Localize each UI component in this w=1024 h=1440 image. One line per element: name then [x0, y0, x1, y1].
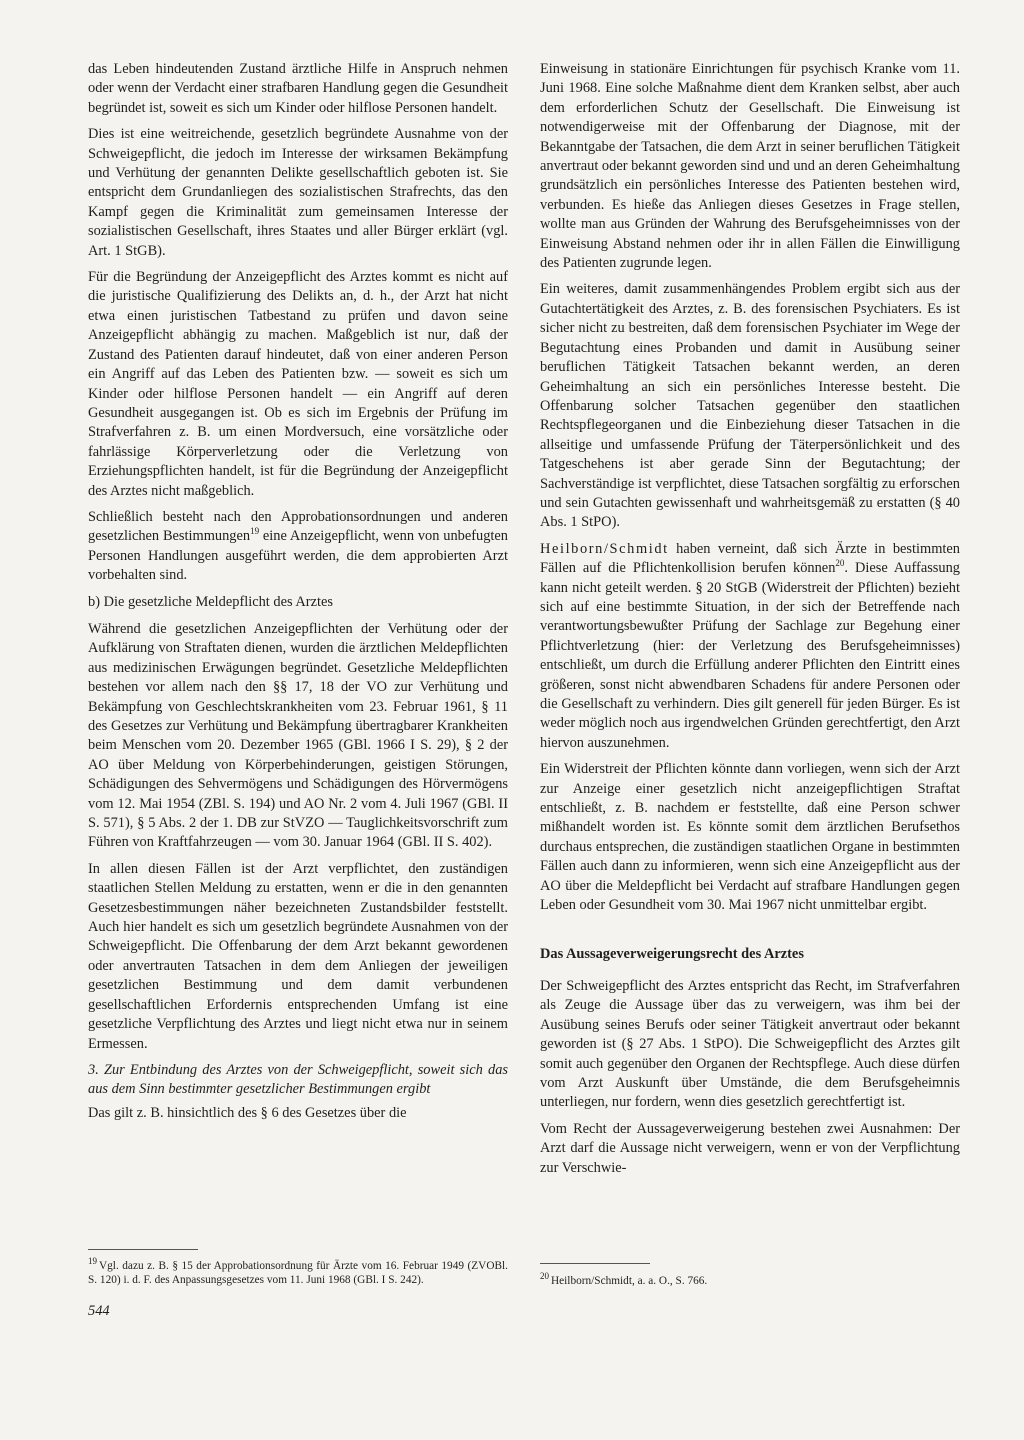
- paragraph: Der Schweigepflicht des Arztes entspricht das Recht, im Strafverfahren als Zeuge die Aussage über das zu verweigern, was ihm bei der Ausübung seines Berufs oder seiner Tätigkeit anvertraut oder bekannt geworden ist (§ 27 Abs. 1 StPO). Die Schweigepflicht des Arztes gilt somit auch gegenüber den Organen der Rechtspflege. Auch diese dürfen vom Arzt Auskunft über Umstände, die dem Berufsgeheimnis unterliegen, nur fordern, wenn dies gesetzlich gerechtfertigt ist.: [540, 977, 960, 1111]
- section-heading: Das Aussageverweigerungsrecht des Arztes: [540, 946, 804, 963]
- section-heading-3: 3. Zur Entbindung des Arztes von der Schweigepflicht, soweit sich das aus dem Sinn bestimmter gesetzlicher Bestimmungen ergibt: [88, 1061, 508, 1098]
- paragraph: [540, 540, 960, 753]
- paragraph: Einweisung in stationäre Einrichtungen für psychisch Kranke vom 11. Juni 1968. Eine solche Maßnahme dient dem Kranken selbst, aber auch dem erforderlichen Schutz der Gesellschaft. Die Einweisung ist notwendigerweise mit der Offenbarung der Diagnose, mit der Bekanntgabe der Tatsachen, die dem Arzt in seiner beruflichen Tätigkeit anvertraut oder bekannt geworden sind und und an deren Geheimhaltung grundsätzlich ein persönliches Interesse des Patienten bestehen wird, verbunden. Es hieße das Anliegen dieses Gesetzes in Frage stellen, wollte man aus Gründen der Wahrung des Berufsgeheimnisses von der Einweisung Abstand nehmen oder ihr in allen Fällen die Einwilligung des Patienten zugrunde legen.: [540, 61, 960, 272]
- footnote-20: [540, 1269, 960, 1288]
- paragraph: Ein Widerstreit der Pflichten könnte dann vorliegen, wenn sich der Arzt zur Anzeige einer gesetzlich nicht anzeigepflichtigen Straftat entschließt, z. B. nachdem er feststellte, daß eine Person schwer mißhandelt worden ist. Es könnte somit dem ärztlichen Berufsethos durchaus entsprechen, die zuständigen staatlichen Organe in bestimmten Fällen auch dann zu informieren, wenn sich eine Anzeigepflicht aus der AO über die Meldepflicht bei Verdacht auf strafbare Handlungen gegen Leben oder Gesundheit vom 30. Mai 1967 nicht unmittelbar ergibt.: [540, 761, 960, 914]
- text-run: haben verneint, daß sich Ärzte in bestimmten Fällen auf die Pflichtenkollision berufen können: [540, 540, 960, 577]
- section-subheading: b) Die gesetzliche Meldepflicht des Arztes: [88, 593, 333, 610]
- text-run: eine Anzeigepflicht, wenn von unbefugten Personen Handlungen ausgeführt werden, die dem approbierten Arzt vorbehalten sind.: [88, 528, 508, 584]
- footnote-19: [88, 1254, 508, 1288]
- text-run: . Diese Auffassung kann nicht geteilt werden. § 20 StGB (Widerstreit der Pflichten) bezieht sich auf eine bestimmte Situation, in der sich der Betreffende nach verantwortungsbewußter Prüfung der Sachlage zur Begehung einer Pflichtverletzung (hier: der Verletzung des Berufsgeheimnisses) entschließt, um durch die Erfüllung anderer Pflichten den Eintritt eines größeren, sonst nicht abwendbaren Schadens für andere Personen oder die Gesellschaft zu verhindern. Dies gilt generell für jeden Bürger. Es ist weder möglich noch aus irgendwelchen Gründen gerechtfertigt, den Arzt hiervon auszunehmen.: [540, 560, 960, 751]
- footnote-rule: [540, 1263, 650, 1264]
- footnote-rule: [88, 1249, 198, 1250]
- text-run: Schließlich besteht nach den Approbationsordnungen und anderen gesetzlichen Bestimmungen: [88, 508, 508, 545]
- paragraph: Während die gesetzlichen Anzeigepflichten der Verhütung oder der Aufklärung von Straftaten dienen, wurden die ärztlichen Meldepflichten aus medizinischen Erwägungen begründet. Gesetzliche Meldepflichten bestehen vor allem nach den §§ 17, 18 der VO zur Verhütung und Bekämpfung von Geschlechtskrankheiten vom 23. Februar 1961, § 11 des Gesetzes zur Verhütung und Bekämpfung übertragbarer Krankheiten beim Menschen vom 20. Dezember 1965 (GBl. 1966 I S. 29), § 2 der AO über Meldung von Körperbehinderungen, geistigen Störungen, Schädigungen des Sehvermögens und Schädigungen des Hörvermögens vom 12. Mai 1954 (ZBl. S. 194) und AO Nr. 2 vom 4. Juli 1967 (GBl. II S. 571), § 5 Abs. 2 der 1. DB zur StVZO — Tauglichkeitsvorschrift zum Führen von Kraftfahrzeugen — vom 30. Januar 1964 (GBl. II S. 402).: [88, 620, 508, 851]
- paragraph: Dies ist eine weitreichende, gesetzlich begründete Ausnahme von der Schweigepflicht, die jedoch im Interesse der wirksamen Bekämpfung und Verhütung der genannten Delikte gesellschaftlich geboten ist. Sie entspricht dem Grundanliegen des sozialistischen Strafrechts, das den Kampf gegen die Kriminalität zum gemeinsamen Interesse der sozialistischen Gesellschaft, ihres Staates und aller Bürger erklärt (vgl. Art. 1 StGB).: [88, 126, 508, 259]
- paragraph: Vom Recht der Aussageverweigerung bestehen zwei Ausnahmen: Der Arzt darf die Aussage nicht verweigern, wenn er von der Verpflichtung zur Verschwie-: [540, 1120, 960, 1176]
- footnote-text: Vgl. dazu z. B. § 15 der Approbationsordnung für Ärzte vom 16. Februar 1949 (ZVOBl. S. 120) i. d. F. des Anpassungsgesetzes vom 11. Juni 1968 (GBl. I S. 242).: [88, 1259, 508, 1287]
- paragraph: das Leben hindeutenden Zustand ärztliche Hilfe in Anspruch nehmen oder wenn der Verdacht einer strafbaren Handlung gegen die Gesundheit begründet ist, soweit es sich um Kinder oder hilflose Personen handelt.: [88, 61, 508, 116]
- footnote-ref-20: 20: [835, 558, 845, 569]
- footnote-text: Heilborn/Schmidt, a. a. O., S. 766.: [551, 1274, 708, 1287]
- paragraph: Das gilt z. B. hinsichtlich des § 6 des Gesetzes über die: [88, 1104, 407, 1121]
- footnote-number: 20: [540, 1271, 549, 1281]
- left-column: [88, 60, 508, 1130]
- paragraph: Für die Begründung der Anzeigepflicht des Arztes kommt es nicht auf die juristische Qualifizierung des Delikts an, d. h., der Arzt hat nicht etwa einen juristischen Tatbestand zu prüfen und davon seine Anzeigepflicht abhängig zu machen. Maßgeblich ist nur, daß der Zustand des Patienten darauf hindeutet, daß von einer anderen Person ein Angriff auf das Leben des Patienten bzw. — soweit es sich um Kinder oder hilflose Personen handelt — ein Angriff auf deren Gesundheit ausgegangen ist. Ob es sich im Ergebnis der Prüfung im Strafverfahren z. B. um einen Mordversuch, eine vorsätzliche oder fahrlässige Körperverletzung oder die Verletzung von Erziehungspflichten handelt, ist für die Begründung der Anzeigepflicht des Arztes nicht maßgeblich.: [88, 269, 508, 499]
- paragraph: Ein weiteres, damit zusammenhängendes Problem ergibt sich aus der Gutachtertätigkeit des Arztes, z. B. des forensischen Psychiaters. Es ist sicher nicht zu bestreiten, daß dem forensischen Psychiater im Wege der Begutachtung eines Probanden und damit in Ausübung seiner beruflichen Tätigkeit Tatsachen bekannt werden, an deren Geheimhaltung an sich ein persönliches Interesse besteht. Die Offenbarung solcher Tatsachen gegenüber den staatlichen Rechtspflegeorganen und die Einbeziehung dieser Tatsachen in die allseitige und umfassende Prüfung der Täterpersönlichkeit und des Tatgeschehens ist aber gerade Sinn der Begutachtung; der Sachverständige ist verpflichtet, diese Tatsachen sorgfältig zu erforschen und sein Gutachten gewissenhaft und wahrheitsgemäß zu erstatten (§ 40 Abs. 1 StPO).: [540, 281, 960, 531]
- paragraph: [88, 508, 508, 586]
- footnote-number: 19: [88, 1256, 97, 1266]
- paragraph: In allen diesen Fällen ist der Arzt verpflichtet, den zuständigen staatlichen Stellen Meldung zu erstatten, wenn er die in den genannten Gesetzesbestimmungen näher bezeichneten Zustandsbilder feststellt. Auch hier handelt es sich um gesetzlich begründete Ausnahmen von der Schweigepflicht. Die Offenbarung der dem Arzt bekannt gewordenen oder anvertrauten Tatsachen in dem dem Anliegen der jeweiligen gesetzlichen Bestimmung und dem damit verbundenen gesellschaftlichen Erfordernis entsprechenden Umfang ist eine gesetzliche Verpflichtung des Arztes und liegt nicht etwa nur in seinem Ermessen.: [88, 860, 508, 1052]
- footnote-ref-19: 19: [250, 526, 260, 537]
- author-name: Heilborn/Schmidt: [540, 540, 669, 557]
- right-column: [540, 60, 960, 1185]
- page-number: 544: [88, 1303, 110, 1319]
